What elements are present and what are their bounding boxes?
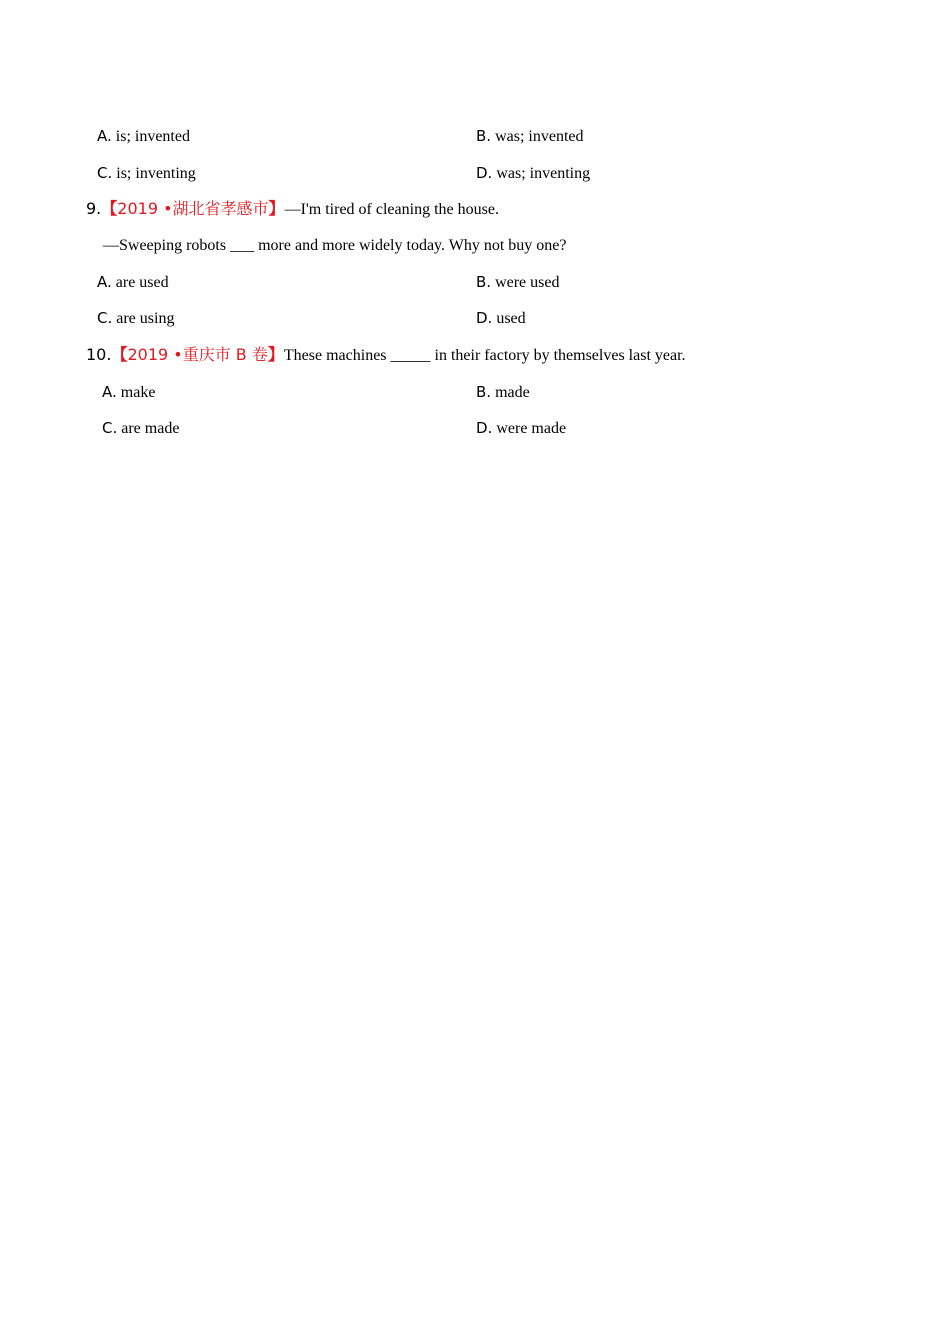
option-letter: C. (97, 164, 113, 182)
q8-option-d (476, 163, 590, 183)
option-letter: B. (476, 383, 492, 401)
question-number: 10. (86, 345, 112, 364)
option-letter: A. (97, 127, 112, 145)
option-text: used (496, 310, 526, 327)
option-letter: A. (97, 273, 112, 291)
option-letter: D. (476, 164, 493, 182)
source-close-bracket: 】 (268, 199, 285, 218)
source-year: 2019 • (127, 345, 183, 364)
source-open-bracket: 【 (101, 199, 118, 218)
q9-option-d (476, 308, 526, 328)
q10-stem (86, 345, 686, 365)
source-open-bracket: 【 (111, 345, 128, 364)
option-letter: B. (476, 273, 492, 291)
q9-option-b (476, 272, 559, 292)
q9-stem (86, 199, 499, 219)
q8-option-a (97, 126, 190, 146)
option-letter: A. (102, 383, 117, 401)
source-year: 2019 • (117, 199, 173, 218)
option-text: is; inventing (116, 165, 196, 182)
option-text: was; invented (495, 128, 584, 145)
q10-option-d (476, 418, 566, 438)
option-letter: D. (476, 419, 493, 437)
question-text: These machines _____ in their factory by themselves last year. (283, 347, 686, 364)
option-text: made (495, 384, 530, 401)
question-text: —I'm tired of cleaning the house. (284, 201, 499, 218)
q10-option-a (102, 382, 155, 402)
q8-option-c (97, 163, 196, 183)
option-text: are made (121, 420, 180, 437)
option-letter: C. (97, 309, 113, 327)
source-place: 重庆市 B 卷 (182, 345, 268, 364)
option-text: make (120, 384, 156, 401)
question-text: —Sweeping robots ___ more and more widely today. Why not buy one? (103, 237, 567, 254)
q8-option-b (476, 126, 583, 146)
option-letter: D. (476, 309, 493, 327)
option-text: was; inventing (496, 165, 591, 182)
q9-stem-line2 (103, 236, 566, 256)
q10-option-c (102, 418, 179, 438)
option-text: are used (115, 274, 169, 291)
q9-option-c (97, 308, 174, 328)
option-letter: B. (476, 127, 492, 145)
option-text: were used (495, 274, 560, 291)
option-text: were made (496, 420, 567, 437)
source-close-bracket: 】 (267, 345, 284, 364)
option-letter: C. (102, 419, 118, 437)
option-text: is; invented (115, 128, 190, 145)
source-place: 湖北省孝感市 (172, 199, 269, 218)
q10-option-b (476, 382, 530, 402)
question-number: 9. (86, 199, 102, 218)
option-text: are using (116, 310, 175, 327)
q9-option-a (97, 272, 169, 292)
